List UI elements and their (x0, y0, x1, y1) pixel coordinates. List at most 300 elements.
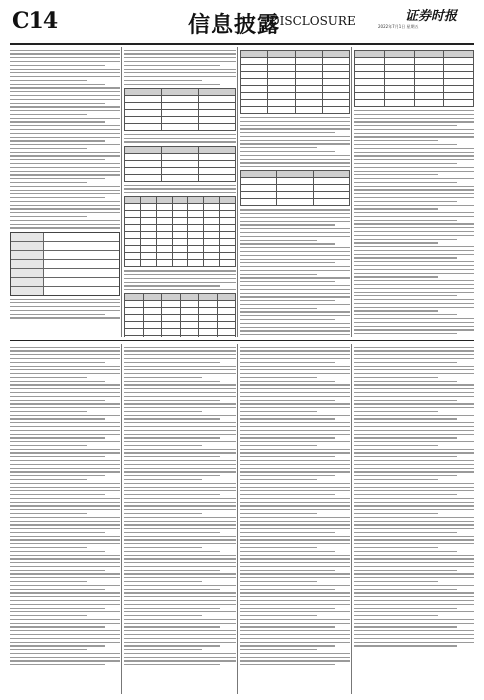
text-line (354, 585, 474, 586)
text-line (10, 129, 120, 130)
text-line (354, 532, 457, 533)
text-line (240, 221, 350, 222)
text-line (124, 69, 236, 70)
text-line (124, 377, 202, 378)
text-line (124, 282, 236, 283)
text-line (124, 452, 236, 453)
text-line (240, 570, 335, 571)
text-line (124, 289, 236, 290)
text-line (240, 536, 350, 537)
text-line (10, 212, 120, 213)
text-line (10, 430, 120, 431)
text-line (240, 243, 335, 244)
text-line (354, 269, 474, 270)
text-line (354, 329, 474, 330)
text-line (240, 562, 350, 563)
text-line (240, 296, 350, 297)
text-line (124, 543, 236, 544)
data-table (240, 170, 350, 206)
text-line (124, 388, 236, 389)
text-line (10, 562, 120, 563)
text-line (10, 140, 105, 141)
text-line (354, 235, 474, 236)
lower-column-2 (124, 344, 236, 694)
text-line (124, 502, 236, 503)
text-line (124, 445, 202, 446)
text-line (354, 619, 474, 620)
text-line (10, 415, 120, 416)
text-line (124, 558, 236, 559)
text-line (10, 626, 105, 627)
text-line (10, 407, 120, 408)
text-line (240, 517, 350, 518)
text-line (354, 468, 474, 469)
text-line (354, 388, 474, 389)
text-line (354, 114, 474, 115)
text-line (240, 347, 350, 348)
text-line (124, 274, 236, 275)
upper-column-2 (124, 47, 236, 337)
text-line (10, 664, 105, 665)
text-line (124, 608, 220, 609)
text-line (354, 310, 438, 311)
text-line (10, 547, 87, 548)
text-line (10, 524, 120, 525)
text-line (354, 350, 474, 351)
text-line (240, 319, 335, 320)
text-line (240, 445, 317, 446)
text-line (240, 596, 350, 597)
text-line (124, 475, 220, 476)
text-line (240, 147, 317, 148)
upper-column-3 (240, 47, 350, 337)
text-line (240, 140, 350, 141)
text-line (240, 125, 350, 126)
text-line (354, 250, 474, 251)
text-line (124, 400, 220, 401)
text-line (10, 87, 120, 88)
text-line (240, 384, 350, 385)
text-line (10, 471, 120, 472)
text-line (354, 369, 474, 370)
text-line (240, 327, 350, 328)
text-line (240, 611, 350, 612)
text-line (124, 471, 236, 472)
page-code: C14 (12, 8, 58, 34)
text-line (124, 555, 236, 556)
text-line (240, 236, 350, 237)
text-line (10, 155, 120, 156)
text-line (124, 551, 220, 552)
text-line (124, 141, 236, 142)
text-line (10, 638, 120, 639)
text-line (10, 61, 120, 62)
text-line (240, 400, 335, 401)
text-line (10, 426, 120, 427)
text-line (10, 163, 120, 164)
text-line (240, 418, 335, 419)
text-line (240, 505, 350, 506)
text-line (124, 430, 236, 431)
text-line (10, 573, 120, 574)
text-line (354, 403, 474, 404)
text-line (10, 555, 120, 556)
column-divider (351, 344, 352, 694)
text-line (124, 604, 236, 605)
text-line (124, 65, 220, 66)
text-line (124, 437, 220, 438)
text-line (240, 143, 350, 144)
text-line (354, 494, 457, 495)
upper-column-4 (354, 47, 474, 337)
text-line (354, 174, 438, 175)
text-line (10, 490, 120, 491)
text-line (10, 95, 120, 96)
text-line (10, 384, 120, 385)
text-line (240, 128, 350, 129)
text-line (124, 494, 220, 495)
text-line (124, 456, 220, 457)
text-line (10, 76, 120, 77)
text-line (354, 193, 474, 194)
text-line (240, 464, 350, 465)
text-line (240, 136, 350, 137)
text-line (240, 213, 350, 214)
text-line (240, 224, 335, 225)
text-line (354, 152, 474, 153)
text-line (354, 167, 474, 168)
text-line (354, 608, 457, 609)
text-line (240, 232, 350, 233)
text-line (10, 350, 120, 351)
section-divider (10, 340, 474, 341)
column-divider (237, 47, 238, 337)
text-line (240, 543, 350, 544)
text-line (240, 449, 350, 450)
text-line (10, 581, 87, 582)
text-line (240, 285, 350, 286)
text-line (354, 227, 474, 228)
text-line (240, 468, 350, 469)
text-line (240, 373, 350, 374)
text-line (240, 600, 350, 601)
text-line (240, 502, 350, 503)
text-line (10, 396, 120, 397)
text-line (240, 381, 335, 382)
text-line (354, 254, 474, 255)
text-line (124, 487, 236, 488)
text-line (240, 626, 335, 627)
text-line (240, 642, 350, 643)
text-line (240, 293, 350, 294)
text-line (240, 358, 350, 359)
text-line (10, 460, 120, 461)
text-line (240, 592, 350, 593)
text-line (124, 649, 202, 650)
text-line (354, 396, 474, 397)
text-line (10, 479, 87, 480)
text-line (124, 566, 236, 567)
text-line (124, 53, 236, 54)
text-line (10, 592, 120, 593)
text-line (354, 452, 474, 453)
text-line (354, 362, 457, 363)
text-line (10, 197, 105, 198)
text-line (240, 521, 350, 522)
text-line (124, 638, 236, 639)
text-line (10, 302, 120, 303)
text-line (10, 174, 120, 175)
text-line (240, 262, 335, 263)
column-divider (351, 47, 352, 337)
text-line (10, 521, 120, 522)
text-line (354, 645, 457, 646)
text-line (124, 80, 202, 81)
text-line (354, 615, 438, 616)
text-line (240, 415, 350, 416)
text-line (124, 50, 236, 51)
text-line (10, 441, 120, 442)
text-line (124, 657, 236, 658)
text-line (124, 505, 236, 506)
text-line (354, 509, 474, 510)
text-line (240, 304, 350, 305)
text-line (124, 347, 236, 348)
text-line (354, 539, 474, 540)
text-line (10, 468, 120, 469)
text-line (10, 91, 120, 92)
text-line (124, 407, 236, 408)
data-table (124, 88, 236, 131)
text-line (354, 536, 474, 537)
text-line (10, 600, 120, 601)
text-line (354, 543, 474, 544)
text-line (240, 532, 335, 533)
text-line (10, 422, 120, 423)
text-line (354, 513, 438, 514)
text-line (240, 362, 335, 363)
text-line (10, 53, 120, 54)
text-line (124, 350, 236, 351)
text-line (10, 84, 105, 85)
text-line (10, 596, 120, 597)
text-line (124, 185, 236, 186)
text-line (354, 555, 474, 556)
text-line (354, 411, 438, 412)
text-line (240, 334, 350, 335)
text-line (240, 308, 317, 309)
text-line (124, 660, 236, 661)
text-line (124, 468, 236, 469)
text-line (354, 547, 438, 548)
text-line (354, 159, 474, 160)
text-line (240, 657, 350, 658)
text-line (354, 441, 474, 442)
upper-column-1 (10, 47, 120, 337)
text-line (240, 558, 350, 559)
text-line (240, 547, 317, 548)
text-line (124, 509, 236, 510)
text-line (124, 418, 220, 419)
text-line (240, 498, 350, 499)
text-line (10, 80, 87, 81)
text-line (240, 228, 350, 229)
text-line (354, 182, 457, 183)
text-line (240, 653, 350, 654)
text-line (10, 657, 120, 658)
text-line (354, 239, 457, 240)
text-line (354, 133, 474, 134)
text-line (240, 330, 350, 331)
text-line (354, 449, 474, 450)
text-line (124, 653, 236, 654)
text-line (354, 118, 474, 119)
text-line (10, 144, 120, 145)
text-line (10, 619, 120, 620)
text-line (124, 403, 236, 404)
text-line (124, 354, 236, 355)
text-line (240, 155, 350, 156)
text-line (354, 592, 474, 593)
text-line (124, 623, 236, 624)
text-line (10, 310, 120, 311)
text-line (354, 418, 457, 419)
text-line (10, 373, 120, 374)
text-line (10, 456, 105, 457)
text-line (354, 502, 474, 503)
text-line (124, 384, 236, 385)
text-line (240, 494, 335, 495)
text-line (240, 240, 317, 241)
text-line (240, 277, 350, 278)
text-line (240, 166, 350, 167)
text-line (10, 570, 105, 571)
text-line (354, 208, 438, 209)
text-line (124, 84, 220, 85)
text-line (10, 418, 105, 419)
text-line (240, 630, 350, 631)
text-line (124, 619, 236, 620)
text-line (240, 615, 317, 616)
text-line (10, 377, 87, 378)
text-line (10, 517, 120, 518)
text-line (240, 573, 350, 574)
text-line (240, 274, 317, 275)
text-line (10, 362, 105, 363)
text-line (124, 76, 236, 77)
text-line (124, 72, 236, 73)
text-line (124, 581, 202, 582)
text-line (10, 118, 120, 119)
text-line (354, 144, 457, 145)
text-line (10, 532, 105, 533)
text-line (354, 528, 474, 529)
text-line (10, 148, 87, 149)
text-line (240, 259, 350, 260)
text-line (354, 261, 474, 262)
text-line (354, 626, 457, 627)
text-line (124, 373, 236, 374)
text-line (240, 471, 350, 472)
masthead (0, 0, 484, 46)
text-line (240, 422, 350, 423)
text-line (240, 452, 350, 453)
text-line (124, 562, 236, 563)
text-line (10, 509, 120, 510)
info-table (10, 232, 120, 296)
text-line (10, 577, 120, 578)
text-line (354, 456, 457, 457)
text-line (354, 322, 474, 323)
text-line (10, 464, 120, 465)
text-line (354, 581, 438, 582)
text-line (124, 521, 236, 522)
text-line (240, 270, 350, 271)
text-line (240, 366, 350, 367)
column-divider (121, 344, 122, 694)
text-line (354, 326, 474, 327)
text-line (240, 132, 335, 133)
text-line (240, 217, 350, 218)
text-line (240, 585, 350, 586)
data-table (124, 196, 236, 267)
text-line (10, 487, 120, 488)
text-line (10, 630, 120, 631)
text-line (124, 577, 236, 578)
text-line (124, 513, 202, 514)
text-line (10, 475, 105, 476)
text-line (354, 630, 474, 631)
text-line (354, 257, 457, 258)
text-line (354, 464, 474, 465)
text-line (354, 570, 457, 571)
text-line (240, 407, 350, 408)
text-line (124, 396, 236, 397)
text-line (124, 600, 236, 601)
text-line (240, 475, 335, 476)
text-line (10, 216, 87, 217)
text-line (124, 615, 202, 616)
text-line (354, 242, 438, 243)
text-line (240, 255, 350, 256)
section-title-en: DISCLOSURE (270, 14, 356, 28)
text-line (240, 623, 350, 624)
text-line (10, 201, 120, 202)
text-line (354, 136, 474, 137)
text-line (240, 289, 350, 290)
text-line (124, 483, 236, 484)
text-line (124, 524, 236, 525)
text-line (354, 231, 474, 232)
text-line (354, 517, 474, 518)
text-line (240, 577, 350, 578)
text-line (240, 539, 350, 540)
text-line (354, 314, 457, 315)
text-line (354, 212, 474, 213)
text-line (240, 354, 350, 355)
text-line (124, 547, 202, 548)
text-line (10, 366, 120, 367)
text-line (124, 134, 236, 135)
text-line (10, 649, 87, 650)
text-line (124, 57, 236, 58)
text-line (240, 377, 317, 378)
text-line (354, 577, 474, 578)
text-line (10, 388, 120, 389)
text-line (354, 189, 474, 190)
text-line (354, 366, 474, 367)
text-line (10, 125, 120, 126)
